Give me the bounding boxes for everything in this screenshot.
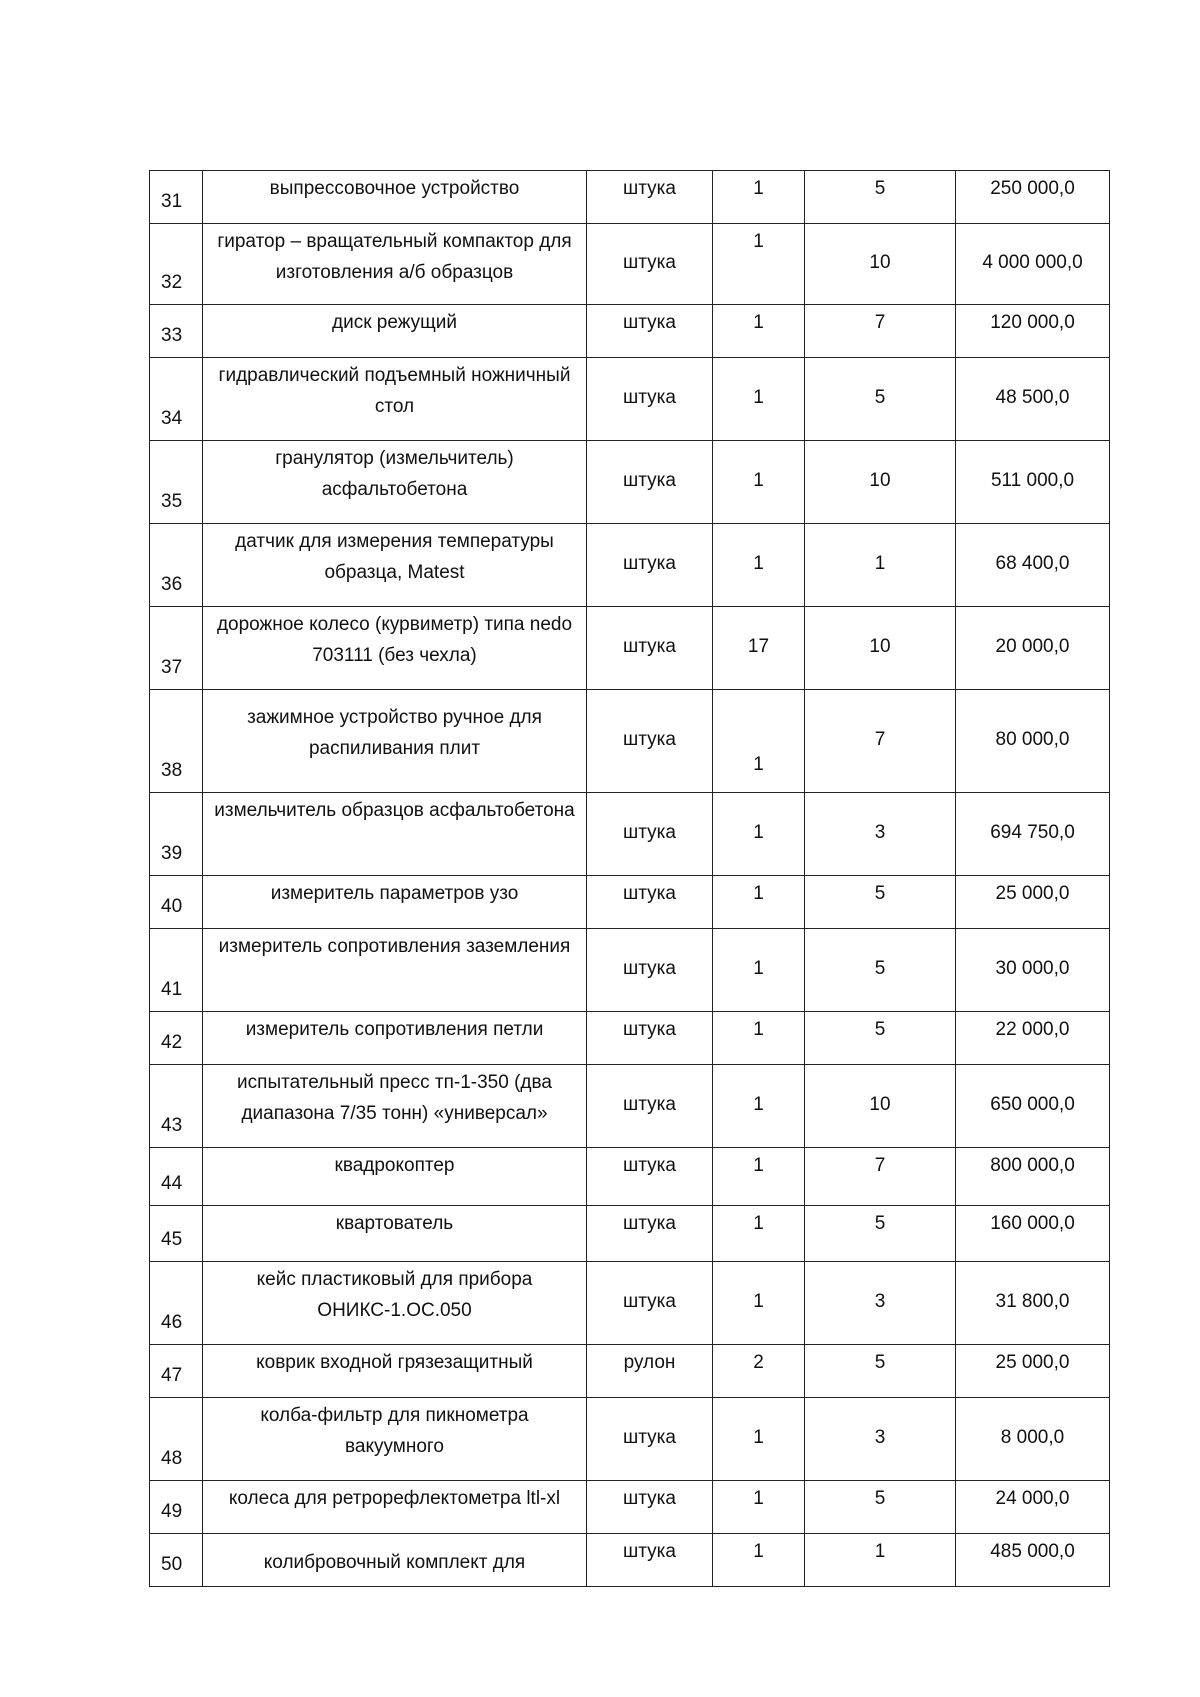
item-name-cell: выпрессовочное устройство	[203, 171, 587, 224]
quantity-cell: 17	[713, 607, 805, 690]
unit-cell: штука	[587, 524, 713, 607]
service-life-cell: 7	[805, 1148, 956, 1206]
item-name-cell: измельчитель образцов асфальтобетона	[203, 793, 587, 876]
unit-cell: штука	[587, 1534, 713, 1587]
unit-cell: штука	[587, 1398, 713, 1481]
quantity-cell: 1	[713, 1206, 805, 1262]
quantity-cell: 1	[713, 929, 805, 1012]
row-number-cell: 45	[150, 1206, 203, 1262]
price-cell: 485 000,0	[956, 1534, 1110, 1587]
row-number-cell: 37	[150, 607, 203, 690]
price-cell: 80 000,0	[956, 690, 1110, 793]
item-name-cell: колба-фильтр для пикнометра вакуумного	[203, 1398, 587, 1481]
item-name-cell: диск режущий	[203, 305, 587, 358]
price-cell: 800 000,0	[956, 1148, 1110, 1206]
row-number-cell: 44	[150, 1148, 203, 1206]
unit-cell: штука	[587, 171, 713, 224]
price-cell: 511 000,0	[956, 441, 1110, 524]
service-life-cell: 3	[805, 1262, 956, 1345]
item-name-cell: кейс пластиковый для прибора ОНИКС-1.ОС.050	[203, 1262, 587, 1345]
item-name-cell: гранулятор (измельчитель) асфальтобетона	[203, 441, 587, 524]
service-life-cell: 5	[805, 171, 956, 224]
quantity-cell: 1	[713, 1012, 805, 1065]
row-number-cell: 43	[150, 1065, 203, 1148]
item-name-cell: колибровочный комплект для	[203, 1534, 587, 1587]
price-cell: 68 400,0	[956, 524, 1110, 607]
row-number-cell: 41	[150, 929, 203, 1012]
service-life-cell: 5	[805, 1206, 956, 1262]
table-row	[150, 171, 1110, 224]
service-life-cell: 5	[805, 1012, 956, 1065]
service-life-cell: 7	[805, 690, 956, 793]
quantity-cell: 1	[713, 690, 805, 793]
service-life-cell: 5	[805, 1345, 956, 1398]
item-name-cell: испытательный пресс тп-1-350 (два диапазона 7/35 тонн) «универсал»	[203, 1065, 587, 1148]
price-cell: 160 000,0	[956, 1206, 1110, 1262]
quantity-cell: 1	[713, 1481, 805, 1534]
table-row	[150, 1534, 1110, 1587]
row-number-cell: 46	[150, 1262, 203, 1345]
item-name-cell: дорожное колесо (курвиметр) типа nedo 703111 (без чехла)	[203, 607, 587, 690]
unit-cell: рулон	[587, 1345, 713, 1398]
unit-cell: штука	[587, 224, 713, 305]
item-name-cell: измеритель сопротивления петли	[203, 1012, 587, 1065]
table-row	[150, 1398, 1110, 1481]
service-life-cell: 1	[805, 524, 956, 607]
unit-cell: штука	[587, 690, 713, 793]
quantity-cell: 1	[713, 224, 805, 305]
row-number-cell: 42	[150, 1012, 203, 1065]
quantity-cell: 1	[713, 358, 805, 441]
item-name-cell: квадрокоптер	[203, 1148, 587, 1206]
service-life-cell: 5	[805, 358, 956, 441]
quantity-cell: 1	[713, 1534, 805, 1587]
unit-cell: штука	[587, 1148, 713, 1206]
row-number-cell: 33	[150, 305, 203, 358]
unit-cell: штука	[587, 358, 713, 441]
item-name-cell: гидравлический подъемный ножничный стол	[203, 358, 587, 441]
item-name-cell: колеса для ретрорефлектометра ltl-xl	[203, 1481, 587, 1534]
equipment-table	[149, 170, 1110, 1587]
unit-cell: штука	[587, 1481, 713, 1534]
quantity-cell: 1	[713, 793, 805, 876]
item-name-cell: измеритель параметров узо	[203, 876, 587, 929]
quantity-cell: 1	[713, 1262, 805, 1345]
equipment-table-page	[149, 170, 1109, 1587]
table-row	[150, 793, 1110, 876]
service-life-cell: 10	[805, 1065, 956, 1148]
price-cell: 120 000,0	[956, 305, 1110, 358]
table-row	[150, 1065, 1110, 1148]
row-number-cell: 35	[150, 441, 203, 524]
row-number-cell: 39	[150, 793, 203, 876]
price-cell: 24 000,0	[956, 1481, 1110, 1534]
unit-cell: штука	[587, 1012, 713, 1065]
quantity-cell: 1	[713, 1398, 805, 1481]
item-name-cell: датчик для измерения температуры образца, Matest	[203, 524, 587, 607]
unit-cell: штука	[587, 607, 713, 690]
row-number-cell: 40	[150, 876, 203, 929]
price-cell: 250 000,0	[956, 171, 1110, 224]
unit-cell: штука	[587, 305, 713, 358]
service-life-cell: 5	[805, 929, 956, 1012]
equipment-table-body	[150, 171, 1110, 1587]
unit-cell: штука	[587, 441, 713, 524]
table-row	[150, 690, 1110, 793]
row-number-cell: 47	[150, 1345, 203, 1398]
row-number-cell: 48	[150, 1398, 203, 1481]
table-row	[150, 929, 1110, 1012]
price-cell: 25 000,0	[956, 1345, 1110, 1398]
table-row	[150, 524, 1110, 607]
item-name-cell: гиратор – вращательный компактор для изготовления а/б образцов	[203, 224, 587, 305]
service-life-cell: 10	[805, 607, 956, 690]
price-cell: 25 000,0	[956, 876, 1110, 929]
price-cell: 650 000,0	[956, 1065, 1110, 1148]
unit-cell: штука	[587, 1206, 713, 1262]
service-life-cell: 5	[805, 1481, 956, 1534]
table-row	[150, 305, 1110, 358]
item-name-cell: измеритель сопротивления заземления	[203, 929, 587, 1012]
service-life-cell: 10	[805, 441, 956, 524]
quantity-cell: 1	[713, 305, 805, 358]
table-row	[150, 607, 1110, 690]
quantity-cell: 1	[713, 171, 805, 224]
quantity-cell: 2	[713, 1345, 805, 1398]
price-cell: 20 000,0	[956, 607, 1110, 690]
service-life-cell: 3	[805, 1398, 956, 1481]
price-cell: 4 000 000,0	[956, 224, 1110, 305]
table-row	[150, 358, 1110, 441]
table-row	[150, 1481, 1110, 1534]
row-number-cell: 31	[150, 171, 203, 224]
unit-cell: штука	[587, 1262, 713, 1345]
price-cell: 48 500,0	[956, 358, 1110, 441]
service-life-cell: 10	[805, 224, 956, 305]
table-row	[150, 1345, 1110, 1398]
row-number-cell: 34	[150, 358, 203, 441]
row-number-cell: 50	[150, 1534, 203, 1587]
table-row	[150, 1206, 1110, 1262]
table-row	[150, 441, 1110, 524]
quantity-cell: 1	[713, 876, 805, 929]
service-life-cell: 1	[805, 1534, 956, 1587]
table-row	[150, 1262, 1110, 1345]
item-name-cell: зажимное устройство ручное для распиливания плит	[203, 690, 587, 793]
item-name-cell: коврик входной грязезащитный	[203, 1345, 587, 1398]
service-life-cell: 5	[805, 876, 956, 929]
table-row	[150, 1148, 1110, 1206]
service-life-cell: 3	[805, 793, 956, 876]
price-cell: 8 000,0	[956, 1398, 1110, 1481]
unit-cell: штука	[587, 876, 713, 929]
quantity-cell: 1	[713, 441, 805, 524]
price-cell: 31 800,0	[956, 1262, 1110, 1345]
quantity-cell: 1	[713, 1065, 805, 1148]
row-number-cell: 32	[150, 224, 203, 305]
row-number-cell: 36	[150, 524, 203, 607]
table-row	[150, 1012, 1110, 1065]
unit-cell: штука	[587, 793, 713, 876]
price-cell: 30 000,0	[956, 929, 1110, 1012]
quantity-cell: 1	[713, 524, 805, 607]
item-name-cell: квартователь	[203, 1206, 587, 1262]
price-cell: 22 000,0	[956, 1012, 1110, 1065]
unit-cell: штука	[587, 1065, 713, 1148]
row-number-cell: 38	[150, 690, 203, 793]
table-row	[150, 224, 1110, 305]
service-life-cell: 7	[805, 305, 956, 358]
quantity-cell: 1	[713, 1148, 805, 1206]
unit-cell: штука	[587, 929, 713, 1012]
row-number-cell: 49	[150, 1481, 203, 1534]
price-cell: 694 750,0	[956, 793, 1110, 876]
table-row	[150, 876, 1110, 929]
